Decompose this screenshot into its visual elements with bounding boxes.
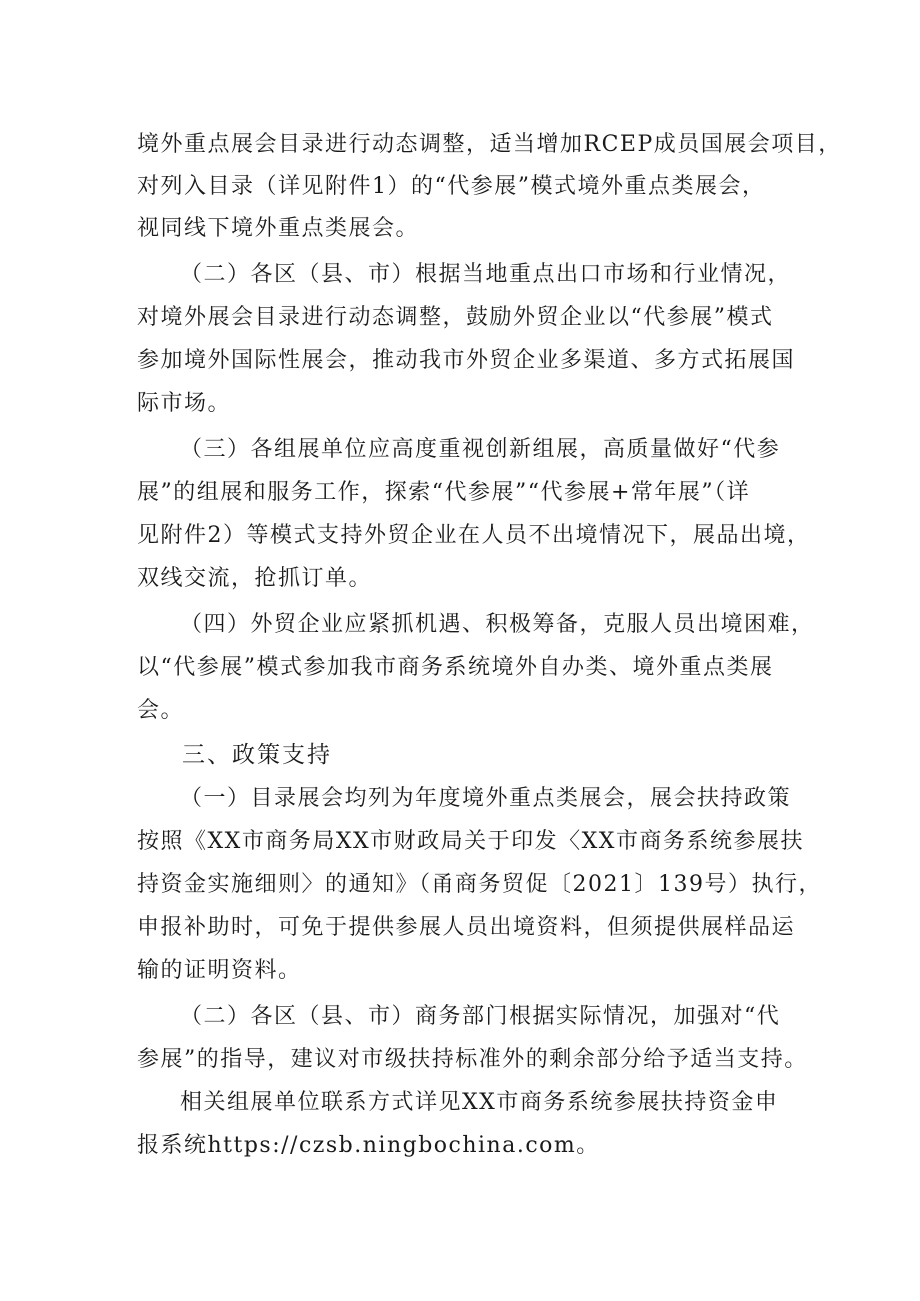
paragraph-line: （四）外贸企业应紧抓机遇、积极筹备，克服人员出境困难， xyxy=(180,612,815,637)
paragraph-line: （二）各区（县、市）商务部门根据实际情况，加强对“代 xyxy=(180,1004,781,1029)
paragraph-line: 见附件2）等模式支持外贸企业在人员不出境情况下，展品出境， xyxy=(137,523,811,548)
paragraph-line: 会。 xyxy=(137,698,185,723)
paragraph-line: 持资金实施细则〉的通知》（甬商务贸促〔2021〕139号）执行， xyxy=(137,872,822,897)
paragraph-line: （一）目录展会均列为年度境外重点类展会，展会扶持政策 xyxy=(180,786,792,811)
paragraph-line: 相关组展单位联系方式详见XX市商务系统参展扶持资金申 xyxy=(180,1090,779,1115)
paragraph-line: 际市场。 xyxy=(137,391,232,416)
paragraph-line: 参展”的指导，建议对市级扶持标准外的剩余部分给予适当支持。 xyxy=(137,1047,808,1072)
paragraph-line: 展”的组展和服务工作，探索“代参展”“代参展+常年展”（详 xyxy=(137,480,751,505)
paragraph-line: 双线交流，抢抓订单。 xyxy=(137,566,373,591)
paragraph-line: 对境外展会目录进行动态调整，鼓励外贸企业以“代参展”模式 xyxy=(137,305,774,330)
paragraph-line: （三）各组展单位应高度重视创新组展，高质量做好“代参 xyxy=(180,437,781,462)
section-heading: 三、政策支持 xyxy=(182,742,332,768)
paragraph-line: 境外重点展会目录进行动态调整，适当增加RCEP成员国展会项目， xyxy=(137,132,842,157)
paragraph-line: 以“代参展”模式参加我市商务系统境外自办类、境外重点类展 xyxy=(137,655,774,680)
paragraph-line: （二）各区（县、市）根据当地重点出口市场和行业情况， xyxy=(180,262,792,287)
paragraph-line: 按照《XX市商务局XX市财政局关于印发〈XX市商务系统参展扶 xyxy=(137,829,804,854)
paragraph-line: 对列入目录（详见附件1）的“代参展”模式境外重点类展会， xyxy=(137,174,766,199)
paragraph-line-url: 报系统https://czsb.ningbochina.com。 xyxy=(137,1133,600,1158)
paragraph-line: 输的证明资料。 xyxy=(137,958,302,983)
paragraph-line: 视同线下境外重点类展会。 xyxy=(137,216,420,241)
paragraph-line: 参加境外国际性展会，推动我市外贸企业多渠道、多方式拓展国 xyxy=(137,348,796,373)
paragraph-line: 申报补助时，可免于提供参展人员出境资料，但须提供展样品运 xyxy=(137,915,796,940)
